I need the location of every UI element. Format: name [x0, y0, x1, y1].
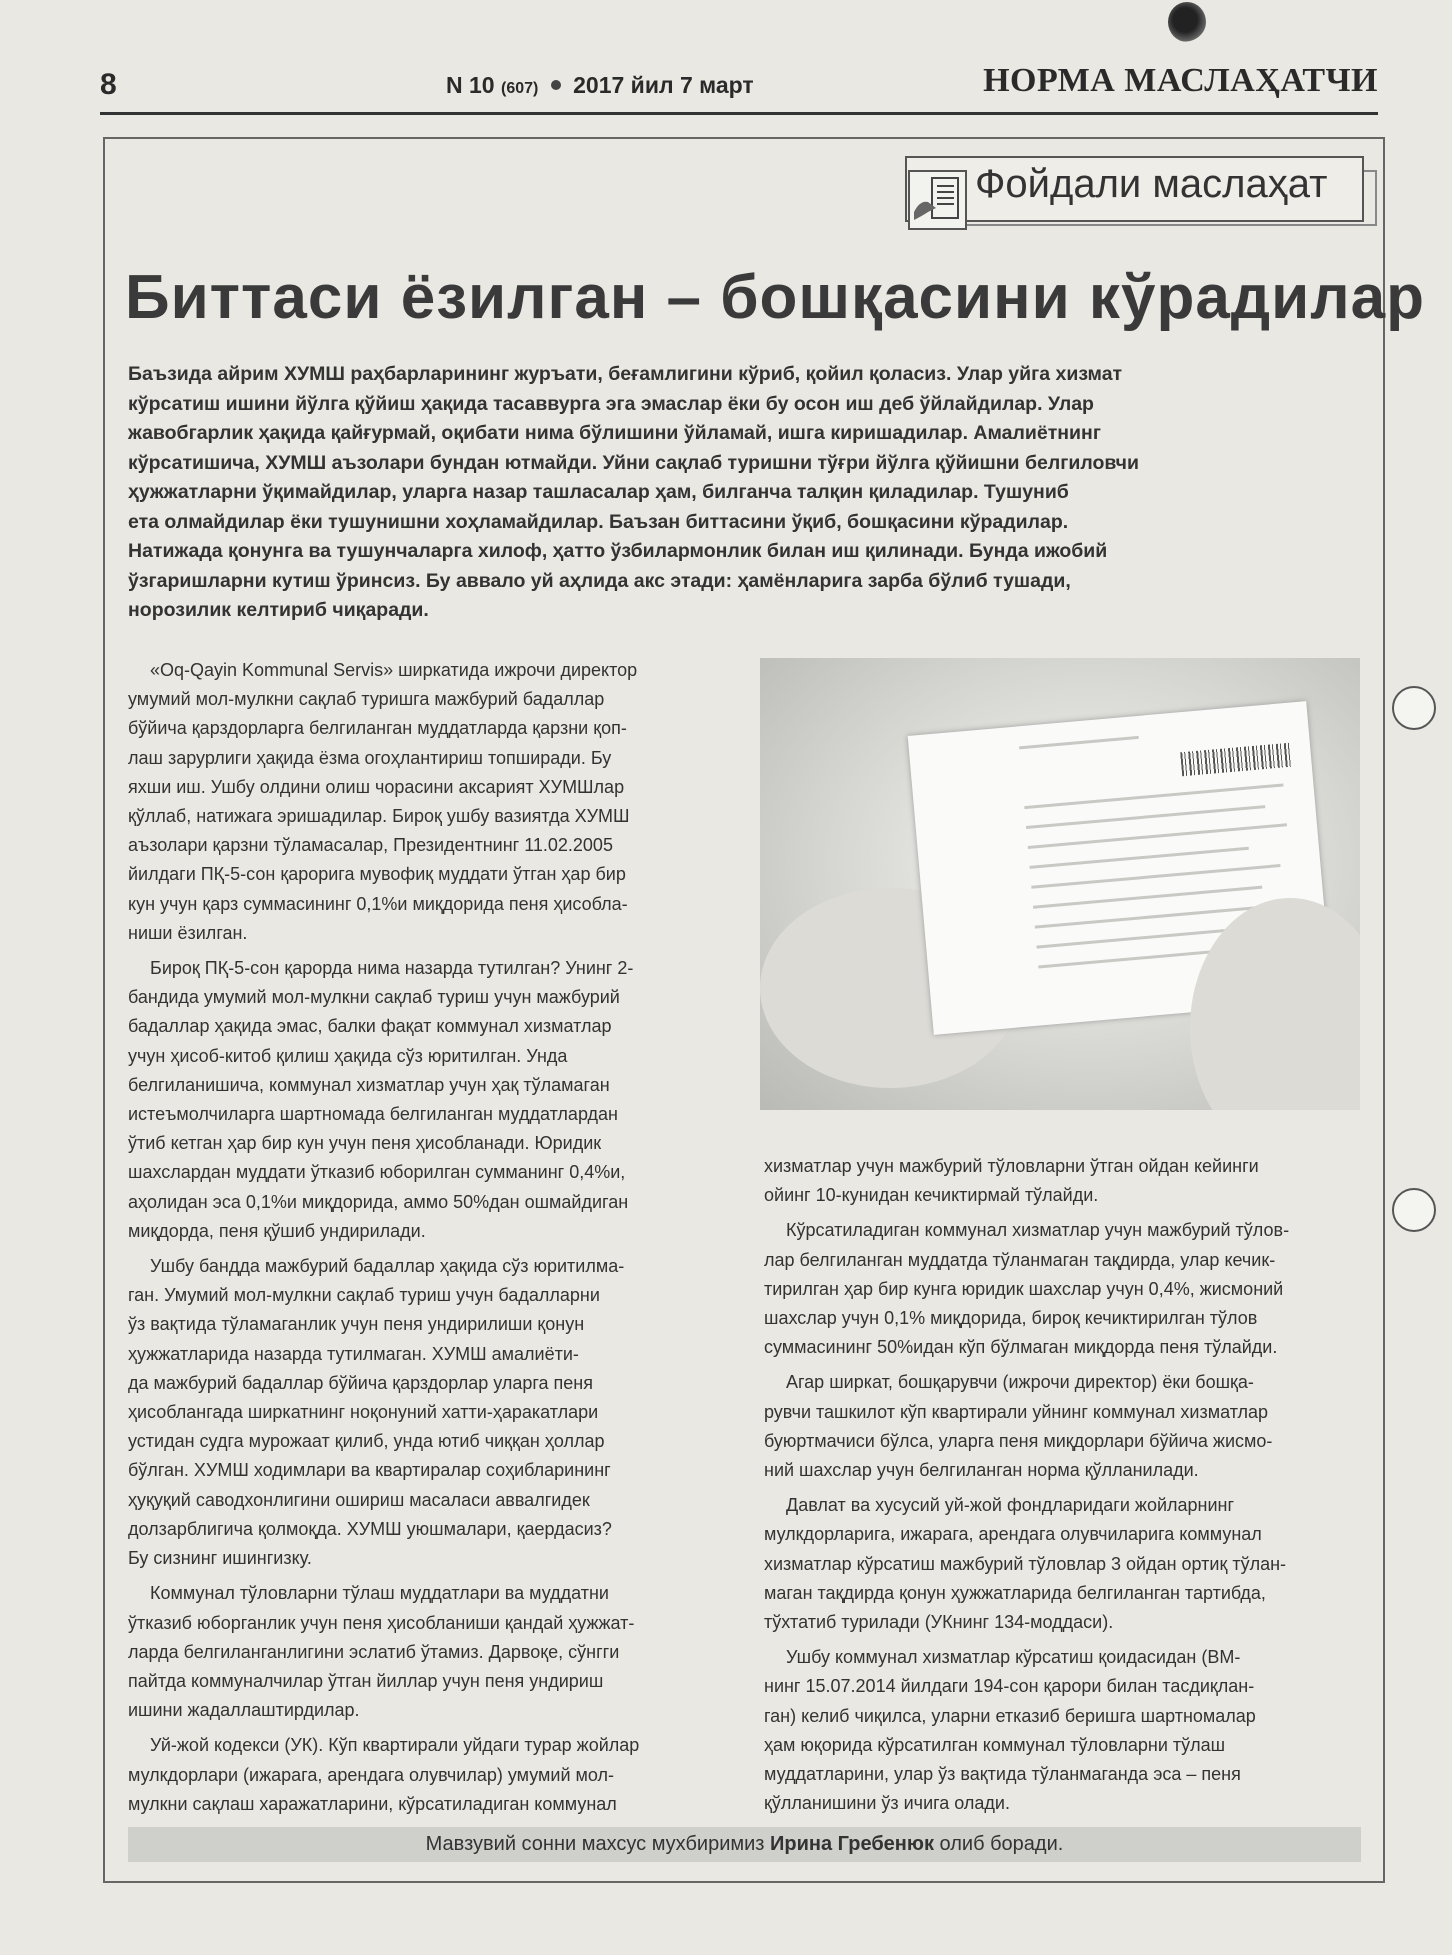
body-line: тирилган ҳар бир кунга юридик шахслар учун 0,4%, жисмоний	[764, 1278, 1284, 1299]
body-line: ган. Умумий мол-мулкни сақлаб туриш учун бадалларни	[128, 1285, 600, 1306]
right-column	[764, 1152, 1362, 1818]
body-line: яхши иш. Ушбу олдини олиш чорасини аксарият ХУМШлар	[128, 776, 625, 797]
body-line: да мажбурий бадаллар бўйича қарздорлар уларга пеня	[128, 1372, 593, 1393]
body-line: ҳисоблангада ширкатнинг ноқонуний хатти-ҳаракатлари	[128, 1402, 599, 1423]
barcode-icon	[1180, 743, 1292, 776]
body-line: долзарблигича қолмоқда. ХУМШ уюшмалари, қаердасиз?	[128, 1518, 612, 1539]
body-line: истеъмолчиларга шартномада белгиланган муддатлардан	[128, 1104, 618, 1125]
body-line: Давлат ва хусусий уй-жой фондларидаги жойларнинг	[786, 1495, 1235, 1516]
body-line: умумий мол-мулкни сақлаб туришга мажбурий бадаллар	[128, 689, 605, 710]
body-line: ўтказиб юборганлик учун пеня ҳисобланиши қандай ҳужжат-	[128, 1612, 635, 1633]
body-line: ишини жадаллаштирдилар.	[128, 1700, 360, 1721]
credit-suffix: олиб боради.	[939, 1833, 1064, 1855]
body-line: лаш зарурлиги ҳақида ёзма огоҳлантириш топширади. Бу	[128, 747, 612, 768]
body-line: аҳолидан эса 0,1%и миқдорида, аммо 50%дан ошмайдиган	[128, 1191, 629, 1212]
body-line: рувчи ташкилот кўп квартирали уйнинг коммунал хизматлар	[764, 1401, 1269, 1422]
body-line: Кўрсатиладиган коммунал хизматлар учун мажбурий тўлов-	[786, 1220, 1290, 1241]
body-line: Ушбу бандда мажбурий бадаллар ҳақида сўз юритилма-	[150, 1256, 625, 1277]
body-line: ларда белгиланганлигини эслатиб ўтамиз. Дарвоқе, сўнгги	[128, 1641, 620, 1662]
body-line: муддатларини, улар ўз вақтида тўланмаганда эса – пеня	[764, 1764, 1241, 1785]
credit-name: Ирина Гребенюк	[770, 1833, 934, 1855]
body-line: Коммунал тўловларни тўлаш муддатлари ва муддатни	[150, 1583, 609, 1604]
body-line: Агар ширкат, бошқарувчи (ижрочи директор) ёки бошқа-	[786, 1372, 1254, 1393]
body-line: бадаллар ҳақида эмас, балки фақат коммунал хизматлар	[128, 1016, 612, 1037]
body-line: «Oq-Qayin Kommunal Servis» ширкатида ижрочи директор	[150, 660, 638, 680]
body-line: лар белгиланган муддатда тўланмаган тақдирда, улар кечик-	[764, 1249, 1276, 1270]
issue-date: 2017 йил 7 март	[573, 72, 754, 98]
body-line: кун учун қарз суммасининг 0,1%и миқдорида пеня ҳисобла-	[128, 893, 628, 914]
body-line: аъзолари қарзни тўламасалар, Президентнинг 11.02.2005	[128, 835, 613, 856]
body-line: белгиланишича, коммунал хизматлар учун ҳақ тўламаган	[128, 1074, 610, 1095]
body-line: Ушбу коммунал хизматлар кўрсатиш қоидасидан (ВМ-	[786, 1647, 1241, 1668]
lead-line: ўзгаришларни кутиш ўринсиз. Бу аввало уй аҳлида акс этади: ҳамёнларига зарба бўлиб тушади,	[128, 569, 1071, 592]
body-line: қўлланишини ўз ичига олади.	[764, 1793, 1010, 1814]
body-line: қўллаб, натижага эришадилар. Бироқ ушбу вазиятда ХУМШ	[128, 806, 630, 827]
credit-prefix: Мавзувий сонни махсус мухбиримиз	[425, 1833, 765, 1855]
body-line: ган) келиб чиқилса, уларни етказиб беришга шартномалар	[764, 1705, 1256, 1726]
body-line: ойинг 10-кунидан кечиктирмай тўлайди.	[764, 1185, 1099, 1206]
body-line: ниши ёзилган.	[128, 922, 248, 943]
body-line: мулкдорлари (ижарага, арендага олувчилар) умумий мол-	[128, 1764, 614, 1785]
lead-line: норозилик келтириб чиқаради.	[128, 599, 429, 621]
body-line: шахслар учун 0,1% миқдорида, бироқ кечиктирилган тўлов	[764, 1308, 1258, 1329]
body-line: ҳам юқорида кўрсатилган коммунал тўловларни тўлаш	[764, 1734, 1226, 1755]
page-number: 8	[100, 68, 117, 101]
body-line: учун ҳисоб-китоб қилиш ҳақида сўз юритилган. Унда	[128, 1045, 568, 1066]
body-line: ўз вақтида тўламаганлик учун пеня ундирилиши қонун	[128, 1314, 585, 1335]
body-line: бўйича қарздорларга белгиланган муддатларда қарзни қоп-	[128, 718, 627, 739]
left-column	[128, 656, 722, 1819]
body-line: нинг 15.07.2014 йилдаги 194-сон қарори билан тасдиқлан-	[764, 1676, 1255, 1697]
lead-line: Баъзида айрим ХУМШ раҳбарларининг журъати, беғамлигини кўриб, қойил қоласиз. Улар уйга хизмат	[128, 363, 1123, 385]
rubric-label: Фойдали маслаҳат	[975, 162, 1328, 206]
body-line: пайтда коммуналчилар ўтган йиллар учун пеня ундириш	[128, 1670, 604, 1691]
header-rule	[100, 112, 1378, 115]
issue-number: N 10	[446, 72, 495, 98]
body-line: устидан судга мурожаат қилиб, унда ютиб чиққан ҳоллар	[128, 1431, 605, 1452]
document-hand-icon	[908, 170, 967, 230]
body-line: маган тақдирда қонун ҳужжатларида белгиланган тартибда,	[764, 1582, 1266, 1603]
body-line: буюртмачиси бўлса, уларга пеня миқдорлари бўйича жисмо-	[764, 1430, 1273, 1451]
body-line: Уй-жой кодекси (УК). Кўп квартирали уйдаги турар жойлар	[150, 1735, 640, 1756]
lead-line: кўрсатишича, ХУМШ аъзолари бундан ютмайди. Уйни сақлаб туришни тўғри йўлга қўйишни белгиловчи	[128, 451, 1139, 474]
punch-hole-icon	[1392, 1188, 1436, 1232]
body-line: йилдаги ПҚ-5-сон қарорига мувофиқ муддати ўтган ҳар бир	[128, 864, 626, 885]
body-line: хизматлар учун мажбурий тўловларни ўтган ойдан кейинги	[764, 1156, 1259, 1176]
lead-line: жавобгарлик ҳақида қайғурмай, оқибати нима бўлишини ўйламай, ишга киришадилар. Амалиётнинг	[128, 422, 1101, 444]
body-line: бўлган. ХУМШ ходимлари ва квартиралар соҳибларининг	[128, 1460, 611, 1481]
body-line: тўхтатиб турилади (УКнинг 134-моддаси).	[764, 1612, 1114, 1633]
ink-blot	[1168, 2, 1206, 42]
bullet-icon	[551, 80, 561, 90]
lead-line: ета олмайдилар ёки тушунишни хоҳламайдилар. Баъзан биттасини ўқиб, бошқасини кўрадилар.	[128, 510, 1069, 533]
publication-title: НОРМА МАСЛАҲАТЧИ	[983, 62, 1378, 99]
article-lead	[128, 360, 1303, 626]
body-line: мулкни сақлаш харажатларини, кўрсатиладиган коммунал	[128, 1793, 617, 1814]
article-photo	[760, 658, 1360, 1110]
body-line: Бу сизнинг ишингизку.	[128, 1548, 312, 1569]
issue-info	[446, 72, 754, 99]
body-line: ўтиб кетган ҳар бир кун учун пеня ҳисобланади. Юридик	[128, 1133, 602, 1154]
body-line: ҳуқуқий саводхонлигини ошириш масаласи аввалгидек	[128, 1489, 590, 1510]
body-line: суммасининг 50%идан кўп бўлмаган миқдорда пеня тўлайди.	[764, 1337, 1278, 1358]
article-title: Биттаси ёзилган – бошқасини кўрадилар	[125, 263, 1426, 332]
lead-line: кўрсатиш ишини йўлга қўйиш ҳақида тасаввурга эга эмаслар ёки бу осон иш деб ўйлайдилар. Улар	[128, 392, 1094, 415]
body-line: бандида умумий мол-мулкни сақлаб туриш учун мажбурий	[128, 987, 620, 1008]
body-line: миқдорда, пеня қўшиб ундирилади.	[128, 1220, 426, 1241]
body-line: Бироқ ПҚ-5-сон қарорда нима назарда тутилган? Унинг 2-	[150, 958, 634, 979]
body-line: шахслардан муддати ўтказиб юборилган сумманинг 0,4%и,	[128, 1162, 626, 1183]
lead-line: Натижада қонунга ва тушунчаларга хилоф, ҳатто ўзбилармонлик билан иш қилинади. Бунда ижобий	[128, 540, 1108, 562]
author-credit	[128, 1827, 1361, 1862]
body-line: хизматлар кўрсатиш мажбурий тўловлар 3 ойдан ортиқ тўлан-	[764, 1553, 1287, 1574]
punch-hole-icon	[1392, 686, 1436, 730]
body-line: мулкдорларига, ижарага, арендага олувчиларига коммунал	[764, 1524, 1262, 1545]
issue-sub: (607)	[500, 80, 539, 97]
lead-line: ҳужжатларни ўқимайдилар, уларга назар ташласалар ҳам, билганча талқин қиладилар. Тушуниб	[128, 481, 1069, 503]
body-line: ний шахслар учун белгиланган норма қўлланилади.	[764, 1460, 1199, 1481]
body-line: ҳужжатларида назарда тутилмаган. ХУМШ амалиёти-	[128, 1343, 579, 1364]
